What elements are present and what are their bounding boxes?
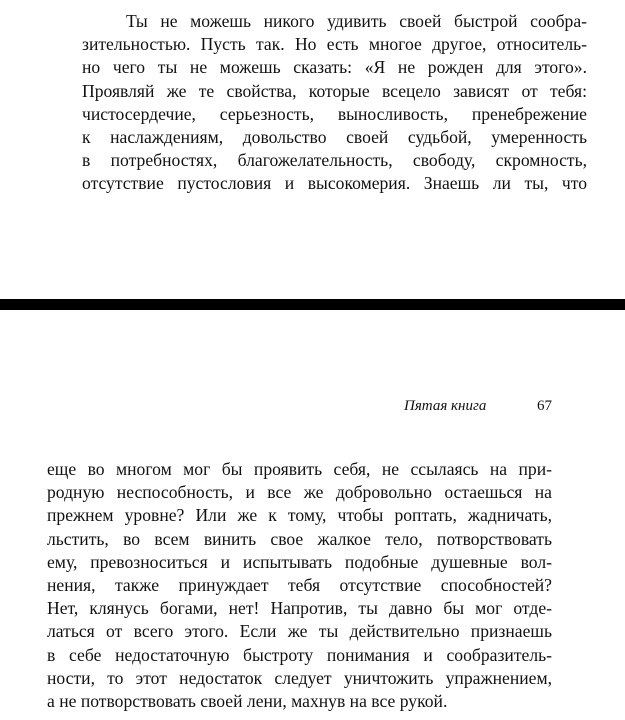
text-line: чистосердечие, серьезность, выносливость, пренебрежение <box>82 103 587 124</box>
text-line: ему, превозноситься и испытывать подобные душевные вол- <box>47 551 552 572</box>
text-line: латься от всего этого. Если же ты действительно признаешь <box>47 621 552 642</box>
top-page-text <box>82 10 587 196</box>
text-line: льстить, во всем винить свое жалкое тело, потворствовать <box>47 528 552 549</box>
text-line: зительностью. Пусть так. Но есть многое другое, относитель- <box>82 34 587 55</box>
text-line: Нет, клянусь богами, нет! Напротив, ты давно бы мог отде- <box>47 598 552 619</box>
text-line: Ты не можешь никого удивить своей быстрой сообра- <box>126 11 587 31</box>
text-line: еще во многом мог бы проявить себя, не ссылаясь на при- <box>47 459 552 479</box>
page-number: 67 <box>537 398 552 414</box>
text-line: нения, также принуждает тебя отсутствие способностей? <box>47 574 552 595</box>
text-line: Проявляй же те свойства, которые всецело зависят от тебя: <box>82 80 587 101</box>
bottom-page-text <box>47 458 552 713</box>
text-line: а не потворствовать своей лени, махнув на все рукой. <box>47 690 448 711</box>
text-line: прежнем уровне? Или же к тому, чтобы роптать, жадничать, <box>47 505 552 526</box>
text-line: отсутствие пустословия и высокомерия. Знаешь ли ты, что <box>82 173 587 194</box>
page-separator <box>0 299 625 310</box>
text-line: в себе недостаточную быстроту понимания и сообразитель- <box>47 644 552 665</box>
running-title: Пятая книга <box>404 398 487 414</box>
text-line: в потребностях, благожелательность, свободу, скромность, <box>82 150 587 171</box>
text-line: ности, то этот недостаток следует уничтожить упражнением, <box>47 667 552 688</box>
text-line: к наслаждениям, довольство своей судьбой, умеренность <box>82 126 587 147</box>
text-line: но чего ты не можешь сказать: «Я не рожден для этого». <box>82 57 587 78</box>
text-line: родную неспособность, и все же добровольно остаешься на <box>47 482 552 503</box>
